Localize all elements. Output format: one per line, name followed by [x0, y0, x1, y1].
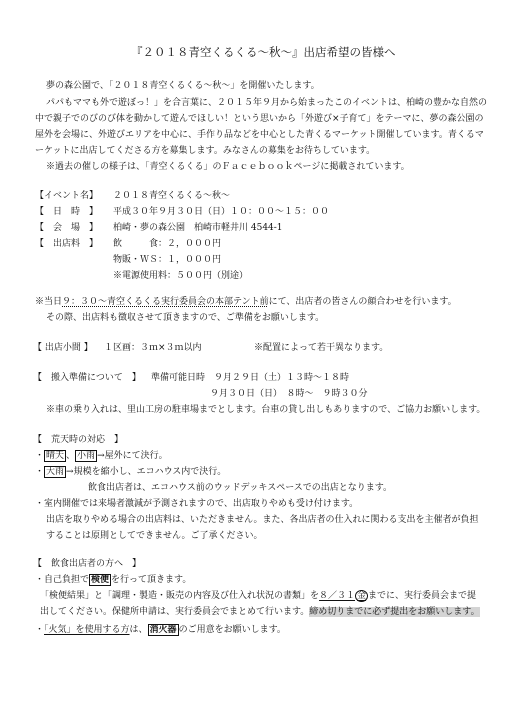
intro-line-1: 夢の森公園で、「２０１８青空くるくる～秋～」を開催いたします。 [46, 81, 320, 91]
food-vendor-note: 飲食出店者は、エコハウス前のウッドデッキスペースでの出店となります。 [88, 483, 393, 493]
event-venue-value: 柏崎・夢の森公園 柏崎市軽井川 4544-1 [113, 223, 283, 233]
event-fee-goods: 物販・ＷＳ：１，０００円 [113, 255, 222, 265]
fire-use-text: 「火気」を使用する方 [44, 625, 130, 635]
booth-size: １区画：３ｍ×３ｍ以内 [104, 343, 202, 353]
meeting-time-place: ９：３０～青空くるくる実行委員会の本部テント前 [62, 297, 269, 307]
event-venue-label: 【 会 場 】 [35, 223, 99, 233]
indoor-line-2: 出店を取りやめる場合の出店料は、いただきません。また、各出店者の仕入れに関わる支出を主催者が負担 [46, 515, 479, 525]
stool-test-box: 検便 [91, 575, 110, 585]
event-fee-power: ※電源使用料：５００円（別途） [113, 271, 249, 281]
indoor-line-1 [35, 498, 358, 511]
weather-heavy-line [35, 466, 226, 479]
deadline-reminder: 締め切りまでに必ず提出をお願いします。 [309, 607, 480, 617]
sunny-box: 晴天 [46, 451, 65, 461]
food-l1-pre: 自己負担で [44, 575, 90, 585]
food-l1-post: を行って頂きます。 [111, 575, 192, 585]
meeting-line-2: その際、出店料も徴収させて頂きますので、ご準備をお願いします。 [46, 313, 325, 323]
food-label: 【 飲食出店者の方へ 】 [33, 559, 142, 569]
food-l2-post: までに、実行委員会まで提 [368, 591, 477, 601]
bullet: ・ [35, 451, 45, 461]
booth-label: 【 出店小間 】 [33, 343, 93, 353]
indoor-text-1: 室内開催では来場者激減が予測されますので、出店取りやめも受け付けます。 [44, 499, 359, 509]
loading-label: 【 搬入準備について 】 [33, 373, 141, 383]
bullet: ・ [35, 499, 45, 509]
food-line-3 [40, 606, 480, 619]
intro-line-2: パパもママも外で遊ぼっ！」を合言葉に、２０１５年９月から始まったこのイベントは、柏崎の豊かな自然の [46, 98, 488, 108]
food-l2-pre: 「検便結果」と「調理・製造・販売の内容及び仕入れ状況の書類」を [40, 591, 320, 601]
bullet: ・ [35, 467, 45, 477]
page-title: 『２０１８青空くるくる～秋～』出店希望の皆様へ [131, 45, 396, 59]
event-fee-label: 【 出店料 】 [35, 239, 99, 249]
intro-line-4: 屋外を会場に、外遊びエリアを中心に、手作り品などを中心とした青くるマーケット開催しています。青くるマ [35, 130, 484, 140]
meeting-line-1 [35, 296, 457, 309]
loading-time-2: ９月３０日（日） ８時～ ９時３０分 [210, 389, 368, 399]
event-name-value: ２０１８青空くるくる～秋～ [113, 191, 231, 201]
bullet: ・ [35, 575, 45, 585]
deadline-date: ８／３１ [319, 591, 356, 601]
heavy-action: →規模を縮小し、エコハウス内で決行。 [66, 467, 227, 477]
event-date-label: 【 日 時 】 [35, 207, 99, 217]
loading-note: ※車の乗り入れは、里山工房の駐車場までとします。台車の貸し出しもありますので、ご協力お願いします。 [46, 405, 486, 415]
light-rain-box: 小雨 [77, 451, 96, 461]
intro-note: ※過去の催しの様子は、「青空くるくる」のＦａｃｅｂｏｏｋページに掲載されています。 [46, 162, 410, 172]
indoor-line-3: することは原則としてできません。ご了承ください。 [46, 531, 263, 541]
food-l4-post: のご用意をお願いします。 [178, 625, 286, 635]
food-line-2 [40, 590, 476, 603]
food-l3-pre: 出してください。保健所申請は、実行委員会でまとめて行います。 [40, 607, 310, 617]
weather-label: 【 荒天時の対応 】 [33, 435, 124, 445]
event-name-label: 【イベント名】 [35, 191, 99, 201]
food-line-4 [35, 624, 286, 637]
event-date-value: 平成３０年９月３０日（日）１０：００～１５：００ [113, 207, 330, 217]
food-l4-mid: は、 [129, 625, 148, 635]
meeting-post: にて、出店者の皆さんの顔合わせを行います。 [268, 297, 457, 307]
weather-sunny-line [35, 450, 168, 463]
weather-separator: 、 [66, 451, 76, 461]
booth-note: ※配置によって若干異なります。 [254, 343, 389, 353]
intro-line-5: ーケットに出店してくださる方を募集します。みなさんの募集をお待ちしています。 [35, 146, 376, 156]
food-line-1 [35, 574, 191, 587]
intro-line-3: 中で親子でのびのび体を動かして遊んでほしい！という思いから「外遊び×子育て」をテーマに、夢の森公園の [35, 114, 484, 124]
extinguisher-box: 消火器 [149, 625, 177, 635]
heavy-rain-box: 大雨 [46, 467, 65, 477]
event-fee-food: 飲 食：２，０００円 [113, 239, 222, 249]
deadline-day: 金 [357, 591, 367, 601]
sunny-action: →屋外にて決行。 [97, 451, 168, 461]
bullet: ・ [35, 625, 45, 635]
meeting-pre: ※当日 [35, 297, 63, 307]
loading-time-1: 準備可能日時 ９月２９日（土）１３時～１８時 [151, 373, 350, 383]
